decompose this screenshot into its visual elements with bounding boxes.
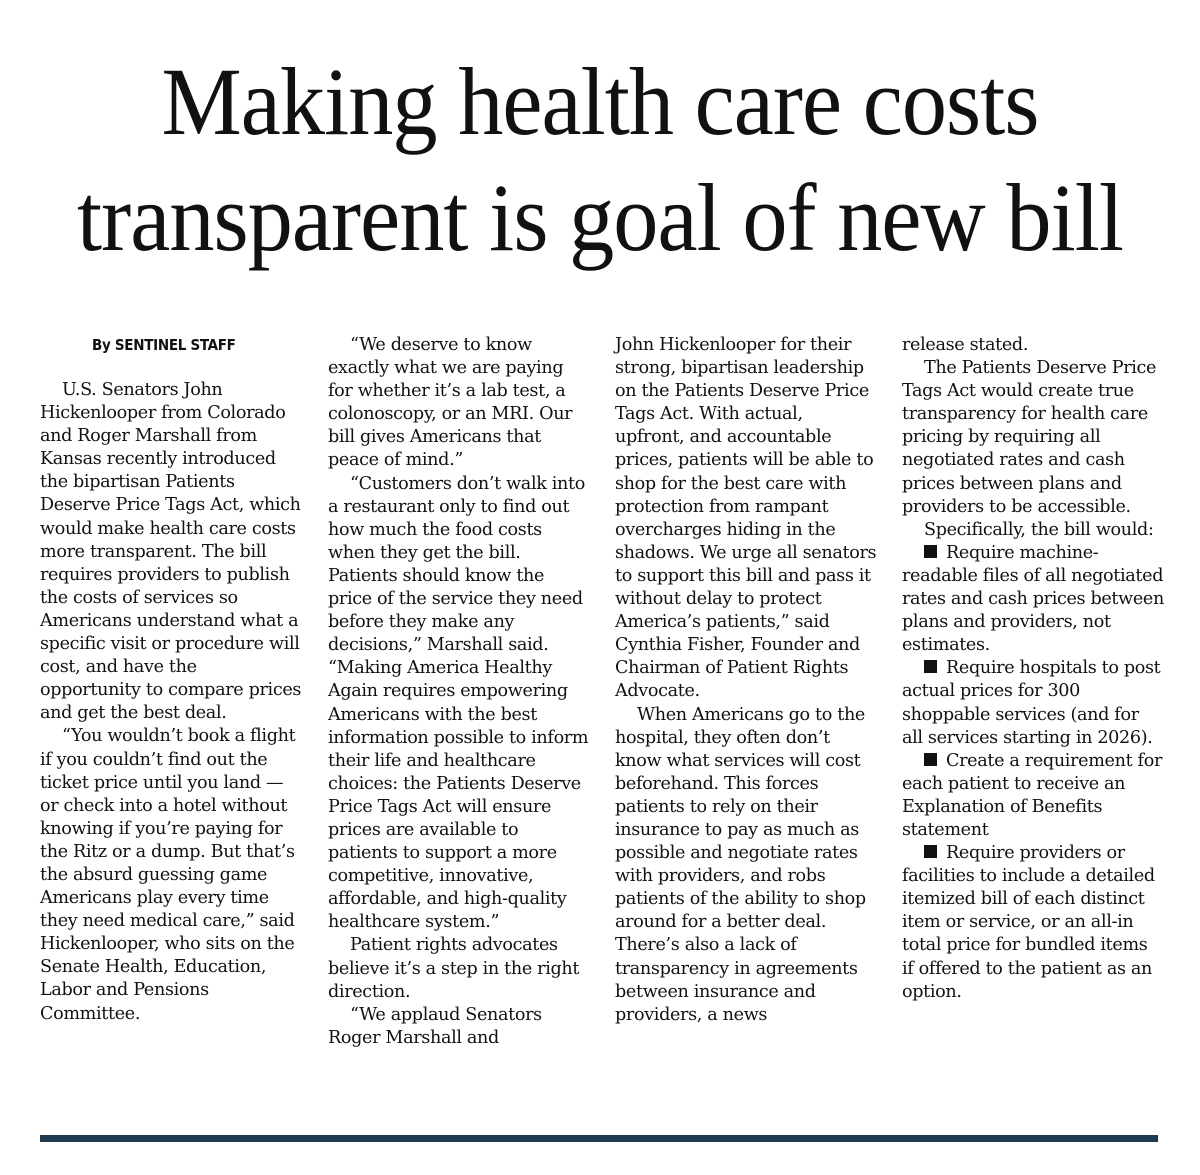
footer-rule	[40, 1135, 1158, 1142]
paragraph: When Americans go to the hospital, they often don’t know what services will cost beforehand. This forces patients to rely on their insurance to pay as much as possible and negotiate rates with providers, and robs patients of the ability to shop around for a better deal. There’s also a lack of transparency in agreements between insurance and providers, a news	[615, 704, 866, 1025]
square-bullet-icon	[924, 660, 937, 673]
byline: By SENTINEL STAFF	[92, 336, 236, 354]
paragraph: Specifically, the bill would:	[924, 519, 1154, 540]
paragraph: “We deserve to know exactly what we are paying for whether it’s a lab test, a colonoscopy, or an MRI. Our bill gives Americans that peace of mind.”	[328, 335, 573, 471]
paragraph: The Patients Deserve Price Tags Act would create true transparency for health care pricing by requiring all negotiated rates and cash prices between plans and providers to be accessible.	[902, 358, 1157, 517]
bullet-item	[902, 750, 1164, 842]
paragraph: “We applaud Senators Roger Marshall and	[328, 1004, 542, 1048]
bullet-text: Require hospitals to post actual prices for 300 shoppable services (and for all services starting in 2026).	[902, 658, 1161, 748]
article-body	[0, 334, 1200, 1134]
square-bullet-icon	[924, 845, 937, 858]
headline-line-2: transparent is goal of new bill	[77, 164, 1123, 271]
column-1	[40, 334, 302, 1026]
bullet-item	[902, 542, 1164, 657]
paragraph: Patient rights advocates believe it’s a step in the right direction.	[328, 935, 580, 1002]
square-bullet-icon	[924, 753, 937, 766]
paragraph: “You wouldn’t book a flight if you couldn’t find out the ticket price until you land — or check into a hotel without knowing if you’re paying for the Ritz or a dump. But that’s the absurd guessing game Americans play every time they need medical care,” said Hickenlooper, who sits on the Senate Health, Education, Labor and Pensions Committee.	[40, 726, 296, 1024]
headline	[36, 44, 1164, 276]
square-bullet-icon	[924, 545, 937, 558]
bullet-item	[902, 842, 1164, 1004]
column-2	[328, 334, 590, 1050]
bullet-text: Require providers or facilities to include a detailed itemized bill of each distinct item or service, or an all-in total price for bundled items if offered to the patient as an option.	[902, 843, 1155, 1002]
bullet-text: Create a requirement for each patient to receive an Explanation of Benefits statement	[902, 750, 1162, 840]
headline-line-1: Making health care costs	[161, 48, 1039, 155]
column-4	[902, 334, 1164, 1004]
paragraph: U.S. Senators John Hickenlooper from Colorado and Roger Marshall from Kansas recently introduced the bipartisan Patients Deserve Price Tags Act, which would make health care costs more transparent. The bill requires providers to publish the costs of services so Americans understand what a specific visit or procedure will cost, and have the opportunity to compare prices and get the best deal.	[40, 380, 302, 724]
paragraph: John Hickenlooper for their strong, bipartisan leadership on the Patients Deserve Price Tags Act. With actual, upfront, and accountable prices, patients will be able to shop for the best care with protection from rampant overcharges hiding in the shadows. We urge all senators to support this bill and pass it without delay to protect America’s patients,” said Cynthia Fisher, Founder and Chairman of Patient Rights Advocate.	[615, 335, 877, 702]
bullet-item	[902, 657, 1164, 749]
bullet-text: Require machine-readable files of all negotiated rates and cash prices between plans and providers, not estimates.	[902, 542, 1164, 656]
column-3	[615, 334, 877, 1027]
paragraph: release stated.	[902, 335, 1029, 355]
paragraph: “Customers don’t walk into a restaurant only to find out how much the food costs when they get the bill. Patients should know the price of the service they need before they make any decisions,” Marshall said. “Making America Healthy Again requires empowering Americans with the best information possible to inform their life and healthcare choices: the Patients Deserve Price Tags Act will ensure prices are available to patients to support a more competitive, innovative, affordable, and high-quality healthcare system.”	[328, 473, 589, 933]
